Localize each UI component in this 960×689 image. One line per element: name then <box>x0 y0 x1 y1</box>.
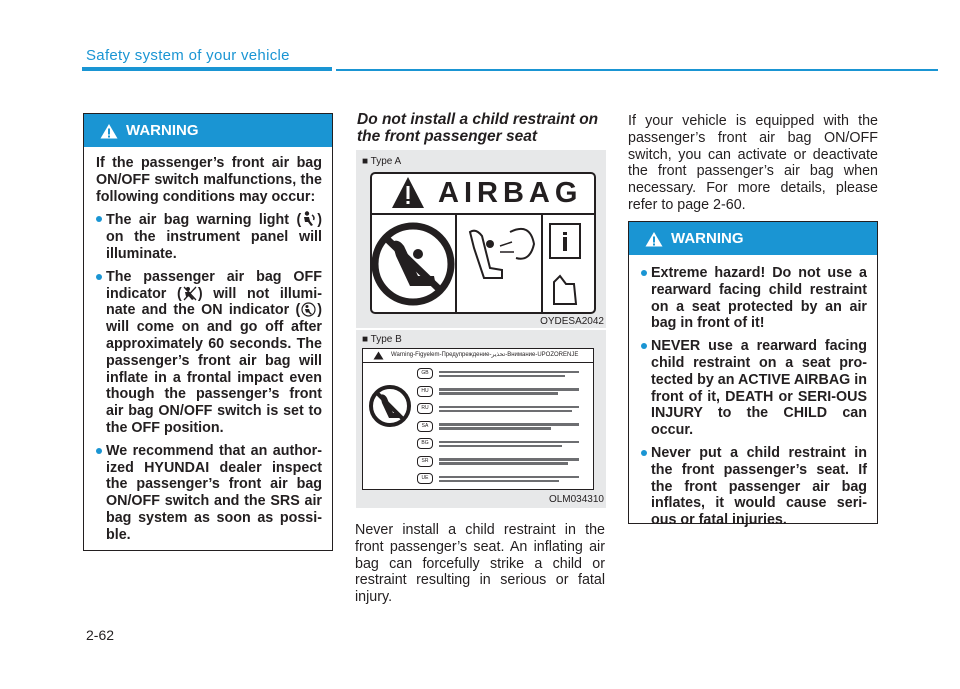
warning-header <box>84 114 332 147</box>
lang-row <box>417 418 579 436</box>
multilingual-warning-label <box>362 348 594 490</box>
warning-triangle-icon <box>100 123 118 139</box>
figure-code: OYDESA2042 <box>540 316 604 327</box>
section-title: Safety system of your vehicle <box>86 47 290 64</box>
right-warning-box <box>628 221 878 529</box>
warning-item-text: ) will come on and go off after approximately 60 seconds. The passenger’s front air bag will inflate in a frontal impact even though the passenger’s front air bag ON/OFF switch is set to the OFF position. <box>106 302 322 436</box>
passenger-airbag-off-icon <box>183 286 197 301</box>
lang-row <box>417 400 579 418</box>
lang-row <box>417 365 579 383</box>
header-rule-thin <box>336 69 938 71</box>
figure-code: OLM034310 <box>548 494 604 505</box>
mid-paragraph: Never install a child restraint in the front passenger’s seat. An inflating air bag can forcefully strike a child or restraint resulting in serious or fatal injury. <box>355 522 605 606</box>
warning-item <box>96 211 322 262</box>
warning-heading: WARNING <box>126 122 199 139</box>
warning-item <box>96 269 322 437</box>
lang-row <box>417 453 579 471</box>
figure-type-b <box>356 330 606 508</box>
warning-header <box>629 222 877 255</box>
lang-row <box>417 383 579 401</box>
warning-heading: WARNING <box>671 230 744 247</box>
warning-item-text: The air bag warning light ( <box>106 212 302 229</box>
lang-code: BG <box>417 438 433 449</box>
warning-item-text: ) on the instrument panel will illuminate. <box>106 212 322 262</box>
warning-item-text: ) will not illumi-nate and the ON indicator ( <box>106 285 322 319</box>
lang-code: GB <box>417 368 433 379</box>
warning-list <box>641 265 867 529</box>
lang-code: UE <box>417 473 433 484</box>
warning-body <box>84 147 332 544</box>
no-child-seat-icon <box>367 383 413 429</box>
warning-item: Never put a child restraint in the front passenger’s seat. If the front passenger air bag inflates, it would cause seri-ous or fatal injuries. <box>641 445 867 529</box>
warning-list <box>96 211 322 543</box>
header-rule-thick <box>82 67 332 71</box>
warning-triangle-icon <box>645 231 663 247</box>
lang-code: RU <box>417 403 433 414</box>
lang-code: SA <box>417 421 433 432</box>
figure-type-label: ■ Type B <box>362 334 402 345</box>
passenger-airbag-on-icon <box>301 302 316 317</box>
warning-item <box>96 443 322 544</box>
warning-item-text: We recommend that an author-ized HYUNDAI dealer inspect the passenger’s front air bag ON/OFF switch and the SRS air bag system as soon as possi-ble. <box>106 442 322 543</box>
lang-row <box>417 435 579 453</box>
airbag-warning-light-icon <box>302 211 316 227</box>
language-code-list <box>417 365 579 488</box>
warning-body <box>629 255 877 529</box>
figure-type-label: ■ Type A <box>362 156 402 167</box>
warning-item: Extreme hazard! Do not use a rearward facing child restraint on a seat protected by an air bag in front of it! <box>641 265 867 332</box>
page-number: 2-62 <box>86 627 115 643</box>
airbag-label-text: AIRBAG <box>438 177 583 209</box>
warning-intro: If the passenger’s front air bag ON/OFF switch malfunctions, the following conditions may occur: <box>96 155 322 205</box>
left-warning-box <box>83 113 333 551</box>
small-warning-triangle-icon <box>373 351 384 360</box>
warning-item-text: The passenger air bag OFF indicator ( <box>106 268 322 302</box>
right-paragraph: If your vehicle is equipped with the passenger’s front air bag ON/OFF switch, you can activate or deactivate the front passenger’s air bag when necessary. For more details, please refer to page 2-60. <box>628 113 878 213</box>
figure-type-a <box>356 150 606 328</box>
lang-code: HU <box>417 386 433 397</box>
warning-item: NEVER use a rearward facing child restraint on a seat pro-tected by an ACTIVE AIRBAG in front of it, DEATH or SERI-OUS INJURY to the CHILD can occur. <box>641 338 867 439</box>
lang-row <box>417 470 579 488</box>
label-header: Warning-Figyelem-Предупреждение-تحذير-Внимание-UPOZORENJE <box>363 349 593 363</box>
mid-section-title: Do not install a child restraint on the front passenger seat <box>357 111 599 145</box>
lang-code: SR <box>417 456 433 467</box>
